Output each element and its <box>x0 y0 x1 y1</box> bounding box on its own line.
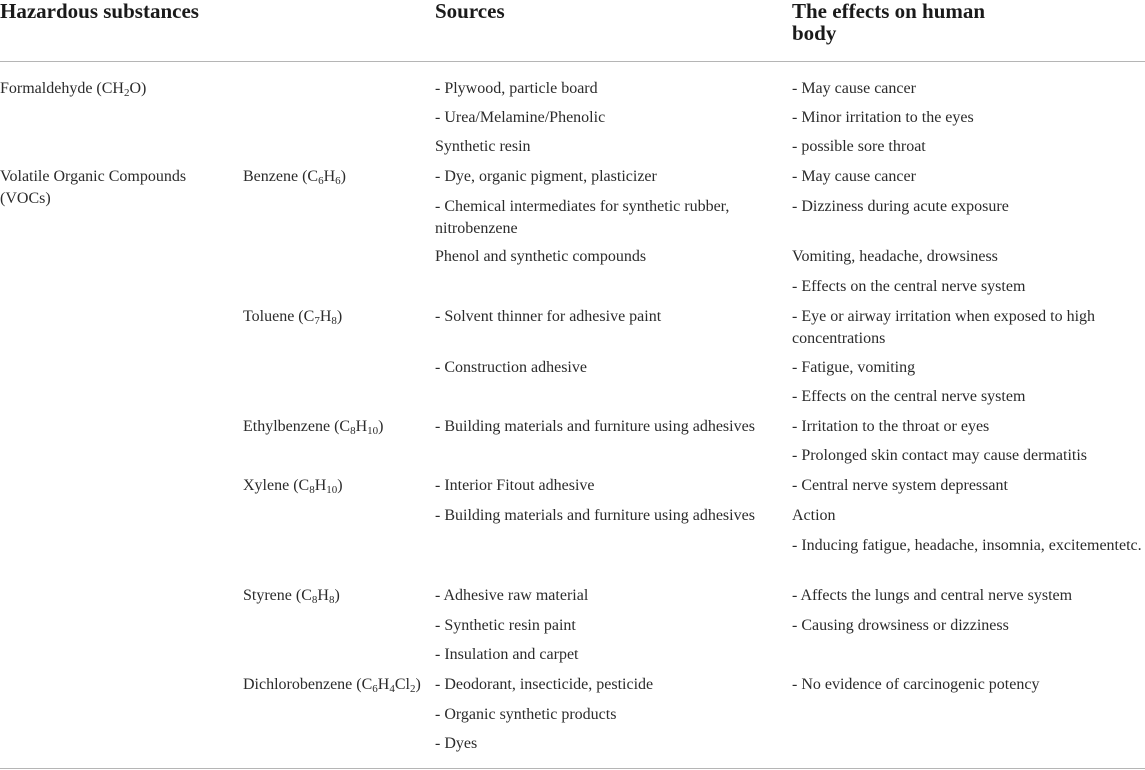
bottom-rule <box>0 768 1145 769</box>
cell-effect: - May cause cancer <box>792 168 916 185</box>
cell-source: - Plywood, particle board <box>435 80 598 97</box>
cell-source: - Building materials and furniture using adhesives <box>435 418 755 435</box>
cell-effect: - Dizziness during acute exposure <box>792 198 1009 215</box>
cell-effect: - Minor irritation to the eyes <box>792 109 974 126</box>
cell-source: - Chemical intermediates for synthetic rubber, nitrobenzene <box>435 198 730 237</box>
cell-effect: - Effects on the central nerve system <box>792 388 1026 405</box>
cell-effect: Vomiting, headache, drowsiness <box>792 248 998 265</box>
cell-compound: Toluene $(C_7H_8)$ <box>243 308 343 327</box>
cell-effect: - Affects the lungs and central nerve system <box>792 587 1073 604</box>
header-rule <box>0 61 1145 62</box>
header-effects: The effects on human body <box>792 0 986 45</box>
cell-compound: Dichlorobenzene $(C_6H_4Cl_2)$ <box>243 676 421 695</box>
cell-effect: - Causing drowsiness or dizziness <box>792 617 1009 634</box>
cell-effect: - No evidence of carcinogenic potency <box>792 676 1040 693</box>
cell-substance: Formaldehyde $(CH_2O)$ <box>0 80 147 99</box>
cell-source: - Synthetic resin paint <box>435 617 576 634</box>
cell-source: - Organic synthetic products <box>435 706 617 723</box>
cell-source: - Dye, organic pigment, plasticizer <box>435 168 657 185</box>
cell-effect: - Inducing fatigue, headache, insomnia, excitementetc. <box>792 537 1142 554</box>
cell-source: - Interior Fitout adhesive <box>435 477 595 494</box>
cell-effect: - Central nerve system depressant <box>792 477 1008 494</box>
cell-compound: Ethylbenzene $(C_8H_{10})$ <box>243 418 384 437</box>
cell-source: Synthetic resin <box>435 138 531 155</box>
cell-substance: Volatile Organic Compounds (VOCs) <box>0 168 187 207</box>
cell-effect: Action <box>792 507 836 524</box>
header-sources: Sources <box>435 0 505 23</box>
cell-compound: Xylene $(C_8H_{10})$ <box>243 477 343 496</box>
cell-source: - Construction adhesive <box>435 359 587 376</box>
cell-effect: - May cause cancer <box>792 80 916 97</box>
cell-effect: - Effects on the central nerve system <box>792 278 1026 295</box>
cell-effect: - Prolonged skin contact may cause dermatitis <box>792 447 1088 464</box>
cell-effect: - Fatigue, vomiting <box>792 359 916 376</box>
cell-source: - Insulation and carpet <box>435 646 579 663</box>
cell-source: - Deodorant, insecticide, pesticide <box>435 676 654 693</box>
cell-effect: - Eye or airway irritation when exposed to high concentrations <box>792 308 1096 347</box>
cell-effect: - Irritation to the throat or eyes <box>792 418 990 435</box>
cell-source: Phenol and synthetic compounds <box>435 248 647 265</box>
cell-compound: Styrene $(C_8H_8)$ <box>243 587 340 606</box>
cell-source: - Urea/Melamine/Phenolic <box>435 109 606 126</box>
cell-effect: - possible sore throat <box>792 138 926 155</box>
cell-compound: Benzene $(C_6H_6)$ <box>243 168 346 187</box>
cell-source: - Adhesive raw material <box>435 587 589 604</box>
cell-source: - Dyes <box>435 735 478 752</box>
header-hazardous-substances: Hazardous substances <box>0 0 199 23</box>
cell-source: - Building materials and furniture using adhesives <box>435 507 755 524</box>
cell-source: - Solvent thinner for adhesive paint <box>435 308 662 325</box>
